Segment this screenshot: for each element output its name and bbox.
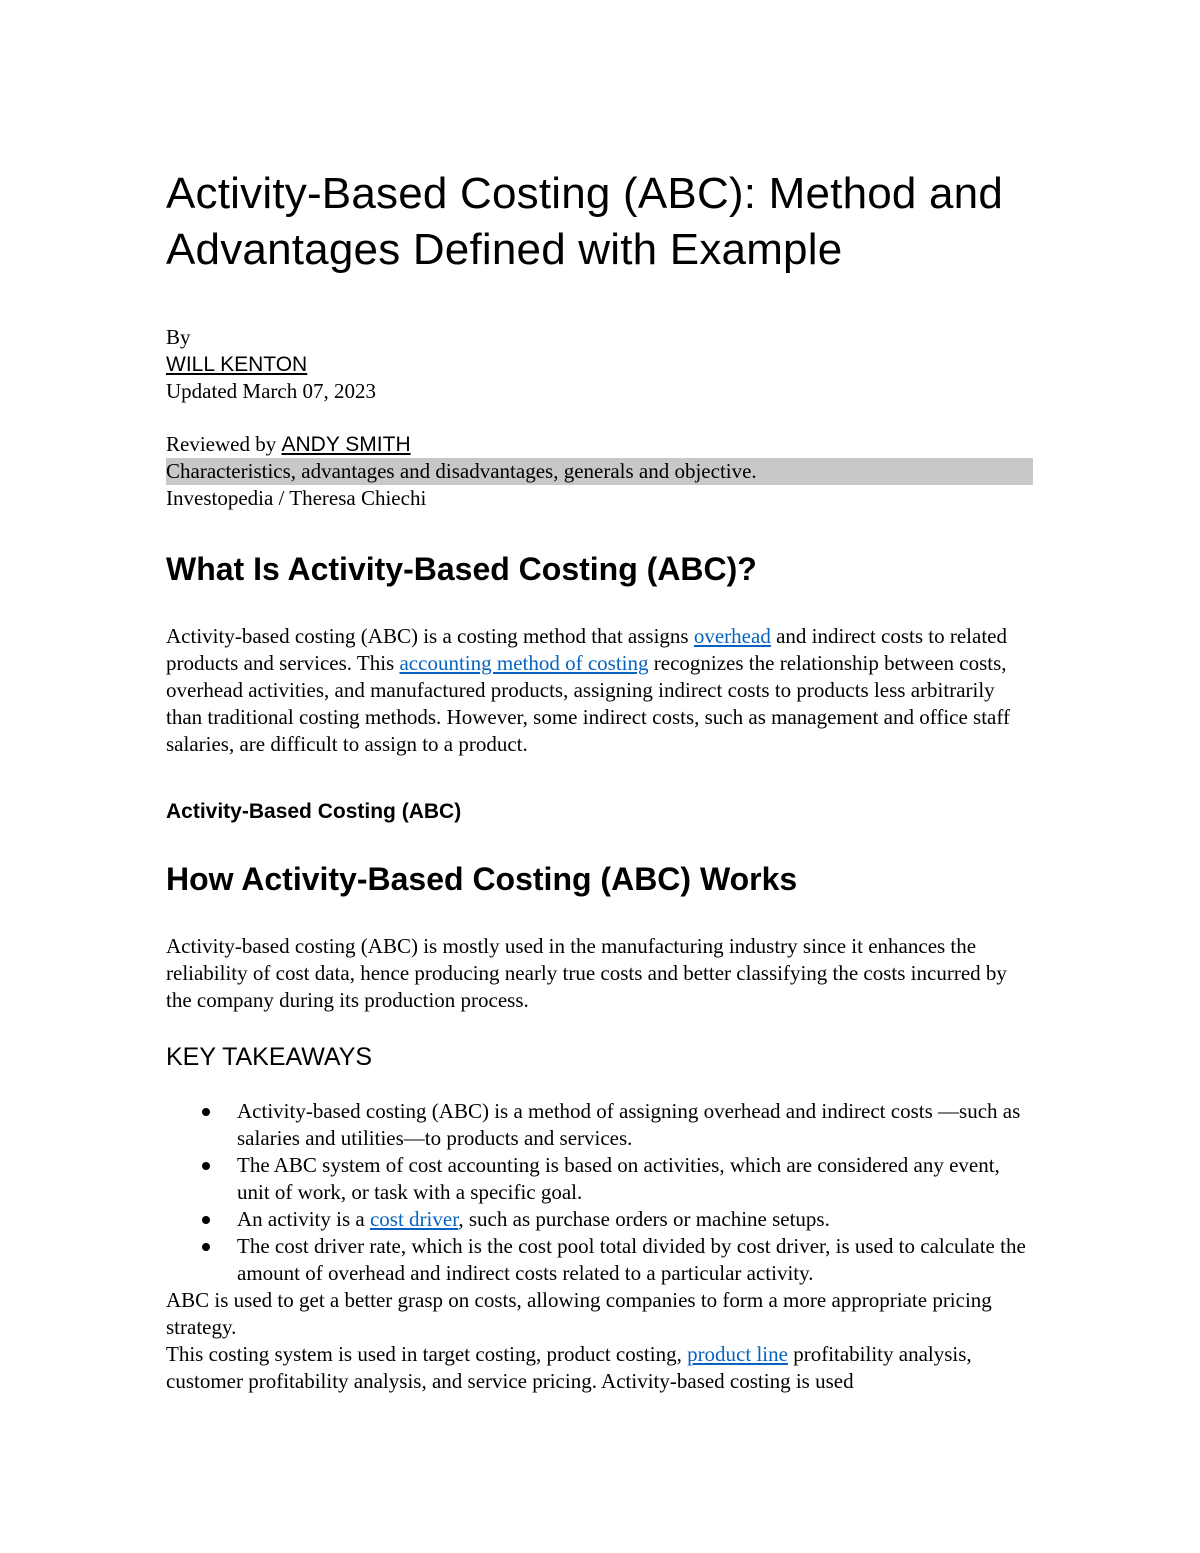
section-heading-how-abc-works: How Activity-Based Costing (ABC) Works (166, 861, 798, 897)
section-heading-what-is-abc: What Is Activity-Based Costing (ABC)? (166, 551, 757, 587)
text-run: recognizes the relationship between costs, overhead activities, and manufactured products, assigning indirect costs to products less arbitrarily than traditional costing methods. However, some indirect costs, such as management and office staff salaries, are difficult to assign to a product. (166, 651, 1010, 756)
article (166, 166, 1036, 1395)
list-item (237, 1098, 1036, 1152)
section2-paragraph: Activity-based costing (ABC) is mostly used in the manufacturing industry since it enhances the reliability of cost data, hence producing nearly true costs and better classifying the costs incurred by the company during its production process. (166, 934, 1007, 1012)
list-item-text: , such as purchase orders or machine setups. (458, 1207, 830, 1231)
text-run: and indirect costs to related products and services. This (166, 624, 1007, 675)
bullet-icon (202, 1216, 210, 1224)
section1-paragraph (166, 623, 1036, 758)
updated-date: Updated March 07, 2023 (166, 379, 376, 403)
image-credit: Investopedia / Theresa Chiechi (166, 486, 427, 510)
reviewer-link[interactable]: ANDY SMITH (281, 433, 411, 456)
text-run: Activity-based costing (ABC) is a costing method that assigns (166, 624, 694, 648)
reviewed-line (166, 431, 1036, 458)
image-caption: Characteristics, advantages and disadvantages, generals and objective. (166, 458, 1033, 485)
author-link[interactable]: WILL KENTON (166, 353, 308, 376)
list-item-text: An activity is a (237, 1207, 370, 1231)
list-item (237, 1152, 1036, 1206)
list-item-text: The cost driver rate, which is the cost pool total divided by cost driver, is used to calculate the amount of overhead and indirect costs related to a particular activity. (237, 1234, 1026, 1285)
article-title: Activity-Based Costing (ABC): Method and Advantages Defined with Example (166, 169, 1004, 274)
reviewed-label: Reviewed by (166, 432, 282, 456)
text-run: This costing system is used in target costing, product costing, (166, 1342, 688, 1366)
list-item (237, 1233, 1036, 1287)
text-run: profitability analysis, customer profitability analysis, and service pricing. Activity-based costing is used (166, 1342, 972, 1393)
accounting-method-link[interactable]: accounting method of costing (399, 651, 649, 675)
bullet-icon (202, 1243, 210, 1251)
by-label: By (166, 325, 191, 349)
list-item-text: The ABC system of cost accounting is based on activities, which are considered any event, unit of work, or task with a specific goal. (237, 1153, 1000, 1204)
overhead-link[interactable]: overhead (693, 624, 771, 648)
costing-system-paragraph (166, 1341, 1036, 1395)
bullet-icon (202, 1108, 210, 1116)
byline (166, 324, 1036, 512)
key-takeaways-heading: KEY TAKEAWAYS (166, 1043, 373, 1071)
product-line-link[interactable]: product line (687, 1342, 788, 1366)
abc-subheading: Activity-Based Costing (ABC) (166, 800, 462, 823)
cost-driver-link[interactable]: cost driver (369, 1207, 459, 1231)
list-item (237, 1206, 1036, 1233)
list-item-text: Activity-based costing (ABC) is a method of assigning overhead and indirect costs —such as salaries and utilities—to products and services. (237, 1099, 1021, 1150)
abc-pricing-paragraph: ABC is used to get a better grasp on costs, allowing companies to form a more appropriate pricing strategy. (166, 1288, 992, 1339)
key-takeaways-list (166, 1098, 1036, 1287)
bullet-icon (202, 1162, 210, 1170)
